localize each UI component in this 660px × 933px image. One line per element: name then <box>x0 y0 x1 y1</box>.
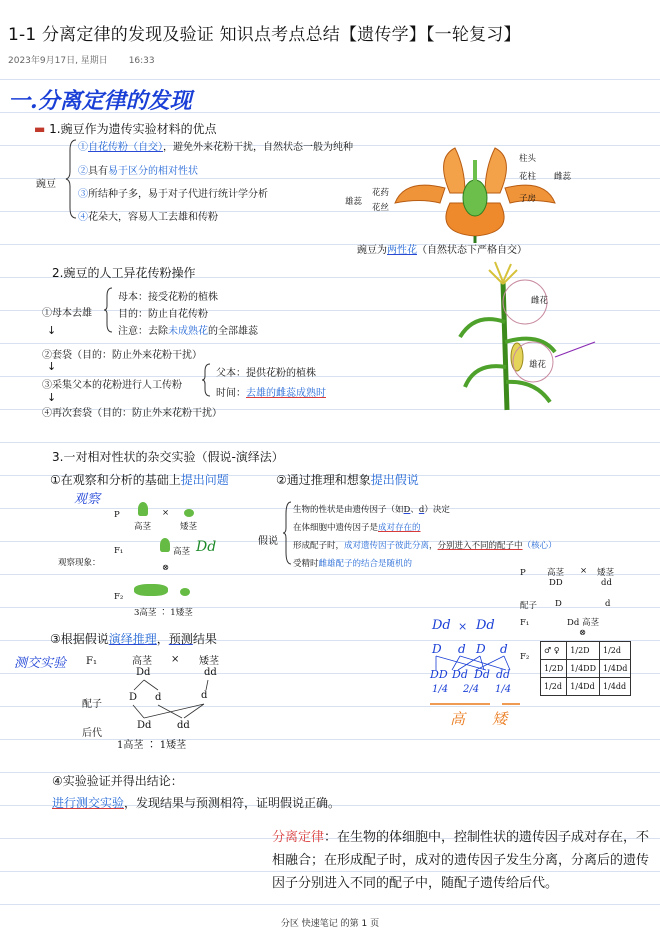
cross-P: P <box>114 510 120 520</box>
s2-step-1: ①母本去雄 <box>42 308 92 319</box>
brace-hyp <box>283 500 293 566</box>
hw-short: 矮 <box>492 710 508 728</box>
tc-D: D <box>129 692 138 703</box>
page-title: 1-1 分离定律的发现及验证 知识点考点总结【遗传学】【一轮复习】 <box>8 25 521 45</box>
down-arrow-icon: ↓ <box>47 324 57 337</box>
hw-f2: 2/4 <box>463 684 480 695</box>
label-stigma: 柱头 <box>519 154 537 164</box>
hw-o2: Dd <box>452 668 468 681</box>
tc-x: × <box>171 654 180 665</box>
tc-ratio: 1高茎 ∶ 1矮茎 <box>117 740 187 751</box>
chart-short: 矮茎 <box>597 568 615 578</box>
hw-g1: D <box>432 642 442 656</box>
tall-plant-icon <box>138 502 148 516</box>
tc-dd2: dd <box>177 720 190 731</box>
hw-o1: DD <box>430 668 448 681</box>
s2-step3-b: 时间：去雄的雌蕊成熟时 <box>216 388 326 399</box>
s2-title: 2.豌豆的人工异花传粉操作 <box>52 266 196 280</box>
tc-dd: dd <box>204 667 217 678</box>
page-time: 16:33 <box>128 56 155 66</box>
s3-title: 3.一对相对性状的杂交实验（假说-演绎法） <box>52 450 284 464</box>
table-row <box>541 660 631 678</box>
tc-offspring: 后代 <box>82 728 102 739</box>
table-cell: 1/2d <box>541 678 567 696</box>
s1-caption: 豌豆为两性花（自然状态下严格自交） <box>357 245 527 256</box>
s1-item-1: ①自花传粉（自交），避免外来花粉干扰，自然状态一般为纯种 <box>78 142 353 153</box>
s3-p4: ④实验验证并得出结论： <box>52 774 183 788</box>
f2-tall-plants-icon <box>134 584 168 596</box>
table-cell: 1/2d <box>600 642 631 660</box>
s3-p1: ①在观察和分析的基础上提出问题 <box>50 473 229 487</box>
label-pistil: 雌蕊 <box>554 172 572 182</box>
label-anther: 花药 <box>372 188 390 198</box>
s3-p2: ②通过推理和想象提出假说 <box>276 473 419 487</box>
chart-F2: F₂ <box>520 652 530 662</box>
tc-F1: F₁ <box>86 656 97 667</box>
f1-plant-icon <box>160 538 170 552</box>
s1-item-3: ③所结种子多，易于对子代进行统计学分析 <box>78 189 268 200</box>
brace-s2b <box>202 362 212 398</box>
label-stamen: 雄蕊 <box>345 197 363 207</box>
hyp-line-3: 形成配子时，成对遗传因子彼此分离，分别进入不同的配子中（核心） <box>293 541 557 551</box>
chart-x: × <box>580 566 588 576</box>
tc-tall: 高茎 <box>132 656 152 667</box>
hw-f1: 1/4 <box>432 684 449 695</box>
s2-step-4: ④再次套袋（目的：防止外来花粉干扰） <box>42 408 222 419</box>
table-cell: 1/4Dd <box>567 678 600 696</box>
hyp-label: 假说 <box>258 536 278 547</box>
table-cell: ♂ ♀ <box>541 642 567 660</box>
punnett-table <box>540 641 631 696</box>
section-heading: 一.分离定律的发现 <box>8 88 192 114</box>
hyp-line-4: 受精时雌雄配子的结合是随机的 <box>293 559 413 569</box>
table-row <box>541 642 631 660</box>
bowl-icon: ▬ <box>34 122 46 136</box>
short-plant-icon <box>184 509 194 517</box>
hyp-line-2: 在体细胞中遗传因子是成对存在的 <box>293 523 421 533</box>
tc-Dd: Dd <box>136 667 151 678</box>
brace-s1 <box>66 138 78 220</box>
page-datetime <box>8 53 155 66</box>
chart-P: P <box>520 568 526 578</box>
hw-g4: d <box>500 642 508 656</box>
chart-tall: 高茎 <box>547 568 565 578</box>
s3-p4-line: 进行测交实验，发现结果与预测相符，证明假说正确。 <box>52 796 341 810</box>
down-arrow-icon: ↓ <box>47 360 57 373</box>
corn-male-label: 雄花 <box>529 360 547 370</box>
tc-d1: d <box>155 692 162 703</box>
f1-note: Dd <box>196 539 217 555</box>
hw-x: × <box>458 620 468 633</box>
label-filament: 花丝 <box>372 203 390 213</box>
cross-f2-result: 3高茎 ∶ 1矮茎 <box>134 608 193 618</box>
hw-g3: D <box>476 642 486 656</box>
cross-otimes: ⊗ <box>162 563 170 573</box>
table-cell: 1/4dd <box>600 678 631 696</box>
table-cell: 1/2D <box>567 642 600 660</box>
page-date: 2023年9月17日, 星期日 <box>8 56 108 66</box>
chart-F1: F₁ <box>520 618 530 628</box>
hw-f3: 1/4 <box>495 684 512 695</box>
page-footer: 分区 快速笔记 的第 1 页 <box>280 919 380 929</box>
s2-step-3: ③采集父本的花粉进行人工传粉 <box>42 380 182 391</box>
hw-p2: Dd <box>476 618 495 633</box>
hw-o4: dd <box>496 668 511 681</box>
table-cell: 1/4Dd <box>600 660 631 678</box>
chart-d: d <box>605 599 611 609</box>
label-style: 花柱 <box>519 172 537 182</box>
table-cell: 1/2D <box>541 660 567 678</box>
testcross-note: 测交实验 <box>14 656 67 671</box>
testcross-lines <box>120 680 230 720</box>
hw-o3: Dd <box>474 668 490 681</box>
s1-left-label: 豌豆 <box>36 179 56 190</box>
chart-otimes: ⊗ <box>579 628 587 638</box>
s2-step1-a: 母本：接受花粉的植株 <box>118 292 218 303</box>
cross-x: × <box>162 508 170 518</box>
hw-underline <box>430 700 520 708</box>
cross-F2: F₂ <box>114 592 124 602</box>
hw-g2: d <box>458 642 466 656</box>
down-arrow-icon: ↓ <box>47 391 57 404</box>
cross-tall: 高茎 <box>134 522 152 532</box>
observe-label: 观察现象： <box>58 558 101 568</box>
brace-s2a <box>104 286 114 334</box>
tc-Dd2: Dd <box>137 720 152 731</box>
s1-item-4: ④花朵大，容易人工去雄和传粉 <box>78 212 218 223</box>
tc-short: 矮茎 <box>199 656 219 667</box>
hw-tall: 高 <box>450 710 466 728</box>
cross-short: 矮茎 <box>180 522 198 532</box>
chart-D: D <box>555 599 562 609</box>
cross-f1-tall: 高茎 <box>173 547 191 557</box>
chart-F1-val: Dd 高茎 <box>567 618 599 628</box>
tc-gamete: 配子 <box>82 699 102 710</box>
cross-F1: F₁ <box>114 546 124 556</box>
chart-gamete: 配子 <box>520 601 538 611</box>
chart-dd: dd <box>601 578 612 588</box>
hyp-line-1: 生物的性状是由遗传因子（如D、d）决定 <box>293 505 450 515</box>
tc-d2: d <box>201 690 208 701</box>
s2-step1-c: 注意：去除未成熟花的全部雄蕊 <box>118 326 258 337</box>
hw-p1: Dd <box>432 618 451 633</box>
table-row <box>541 678 631 696</box>
s1-title: ▬ 1.豌豆作为遗传实验材料的优点 <box>34 122 217 136</box>
s2-step1-b: 目的：防止自花传粉 <box>118 309 208 320</box>
f2-short-plant-icon <box>180 588 190 596</box>
observe-note: 观察 <box>74 492 101 507</box>
s3-p3: ③根据假说演绎推理，预测结果 <box>50 632 217 646</box>
label-ovary: 子房 <box>519 194 537 204</box>
chart-DD: DD <box>549 578 563 588</box>
s2-step3-a: 父本：提供花粉的植株 <box>216 368 316 379</box>
corn-plant-illustration <box>455 262 565 412</box>
s2-step-2: ②套袋（目的：防止外来花粉干扰） <box>42 350 202 361</box>
corn-female-label: 雌花 <box>531 296 549 306</box>
table-cell: 1/4DD <box>567 660 600 678</box>
law-paragraph: 分离定律：在生物的体细胞中，控制性状的遗传因子成对存在，不相融合；在形成配子时，成对的遗传因子发生分离，分离后的遗传因子分别进入不同的配子中，随配子遗传给后代。 <box>272 830 650 891</box>
s1-item-2: ②具有易于区分的相对性状 <box>78 166 198 177</box>
